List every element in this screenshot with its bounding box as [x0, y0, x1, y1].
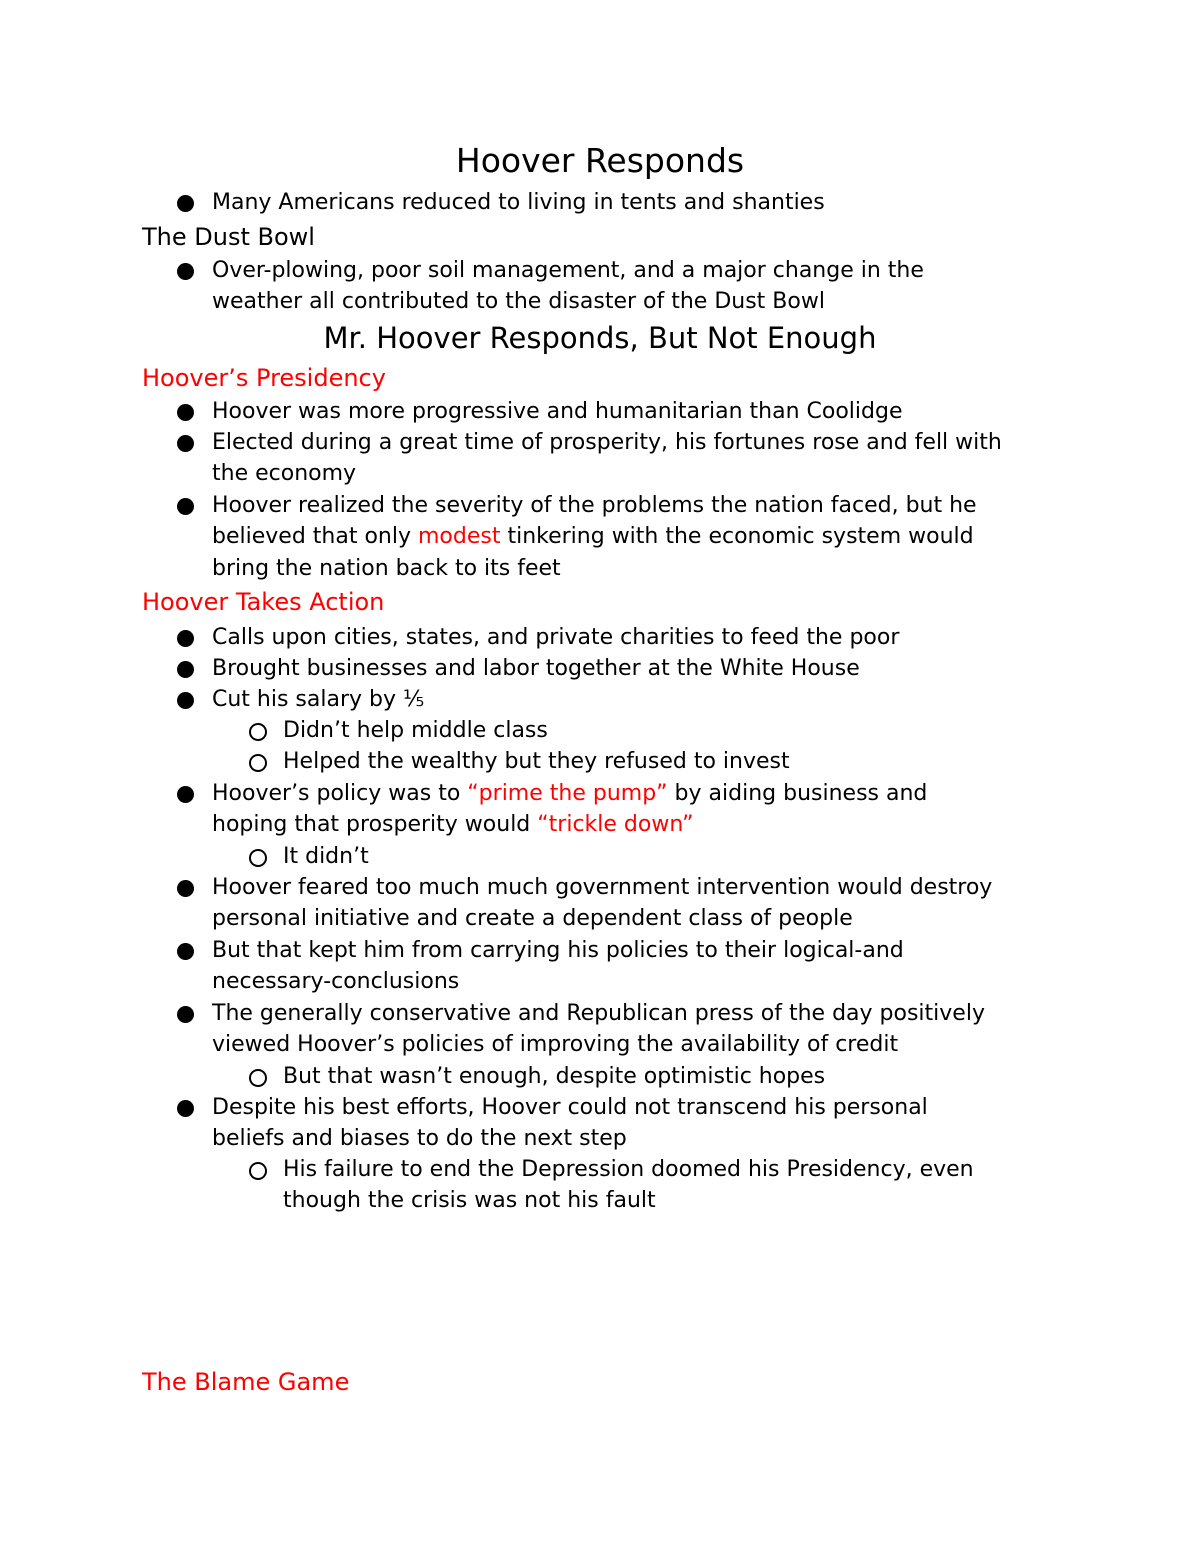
- page-title: Hoover Responds: [455, 141, 745, 180]
- bullet-icon: [177, 435, 194, 452]
- bullet-icon: [177, 263, 194, 280]
- highlighted-term: modest: [417, 524, 501, 550]
- hollow-bullet-icon: [249, 723, 267, 741]
- bullet-icon: [177, 661, 194, 678]
- list-item: But that kept him from carrying his policies to their logical-and necessary-conclusions: [212, 935, 904, 998]
- hollow-bullet-icon: [249, 849, 267, 867]
- list-item: Hoover’s policy was to “prime the pump” by aiding business and hoping that prosperity would “trickle down”: [212, 778, 927, 841]
- hollow-bullet-icon: [249, 1069, 267, 1087]
- bullet-icon: [177, 692, 194, 709]
- sub-list-item: But that wasn’t enough, despite optimistic hopes: [283, 1061, 825, 1092]
- list-item: Many Americans reduced to living in tents and shanties: [212, 187, 825, 218]
- page-subtitle: Mr. Hoover Responds, But Not Enough: [323, 321, 877, 355]
- bullet-icon: [177, 195, 194, 212]
- sub-list-item: His failure to end the Depression doomed his Presidency, even though the crisis was not his fault: [283, 1154, 974, 1217]
- bullet-icon: [177, 943, 194, 960]
- bullet-icon: [177, 786, 194, 803]
- bullet-icon: [177, 880, 194, 897]
- list-item: Over-plowing, poor soil management, and a major change in the weather all contributed to the disaster of the Dust Bowl: [212, 255, 924, 318]
- bullet-icon: [177, 1006, 194, 1023]
- section-heading-takes-action: Hoover Takes Action: [142, 588, 385, 616]
- sub-list-item: Didn’t help middle class: [283, 715, 548, 746]
- section-heading-presidency: Hoover’s Presidency: [142, 364, 386, 392]
- list-item: Brought businesses and labor together at the White House: [212, 653, 860, 684]
- sub-list-item: Helped the wealthy but they refused to invest: [283, 746, 790, 777]
- bullet-icon: [177, 1100, 194, 1117]
- list-item: Hoover was more progressive and humanitarian than Coolidge: [212, 396, 902, 427]
- bullet-icon: [177, 630, 194, 647]
- list-item: The generally conservative and Republican press of the day positively viewed Hoover’s policies of improving the availability of credit: [212, 998, 985, 1061]
- bullet-icon: [177, 404, 194, 421]
- bullet-icon: [177, 498, 194, 515]
- list-item: Cut his salary by ⅕: [212, 684, 424, 715]
- list-item: Calls upon cities, states, and private charities to feed the poor: [212, 622, 899, 653]
- highlighted-term: “prime the pump”: [467, 781, 668, 806]
- list-item: Hoover feared too much much government intervention would destroy personal initiative and create a dependent class of people: [212, 872, 992, 935]
- list-item: Elected during a great time of prosperity, his fortunes rose and fell with the economy: [212, 427, 1002, 490]
- list-item: Hoover realized the severity of the problems the nation faced, but he believed that only modest tinkering with the economic system would bring the nation back to its feet: [212, 490, 977, 584]
- highlighted-term: “trickle down”: [537, 812, 694, 838]
- hollow-bullet-icon: [249, 1162, 267, 1180]
- section-heading-dust-bowl: The Dust Bowl: [142, 223, 315, 251]
- list-item: Despite his best efforts, Hoover could not transcend his personal beliefs and biases to do the next step: [212, 1092, 928, 1155]
- sub-list-item: It didn’t: [283, 841, 369, 872]
- hollow-bullet-icon: [249, 754, 267, 772]
- section-heading-blame-game: The Blame Game: [142, 1368, 350, 1396]
